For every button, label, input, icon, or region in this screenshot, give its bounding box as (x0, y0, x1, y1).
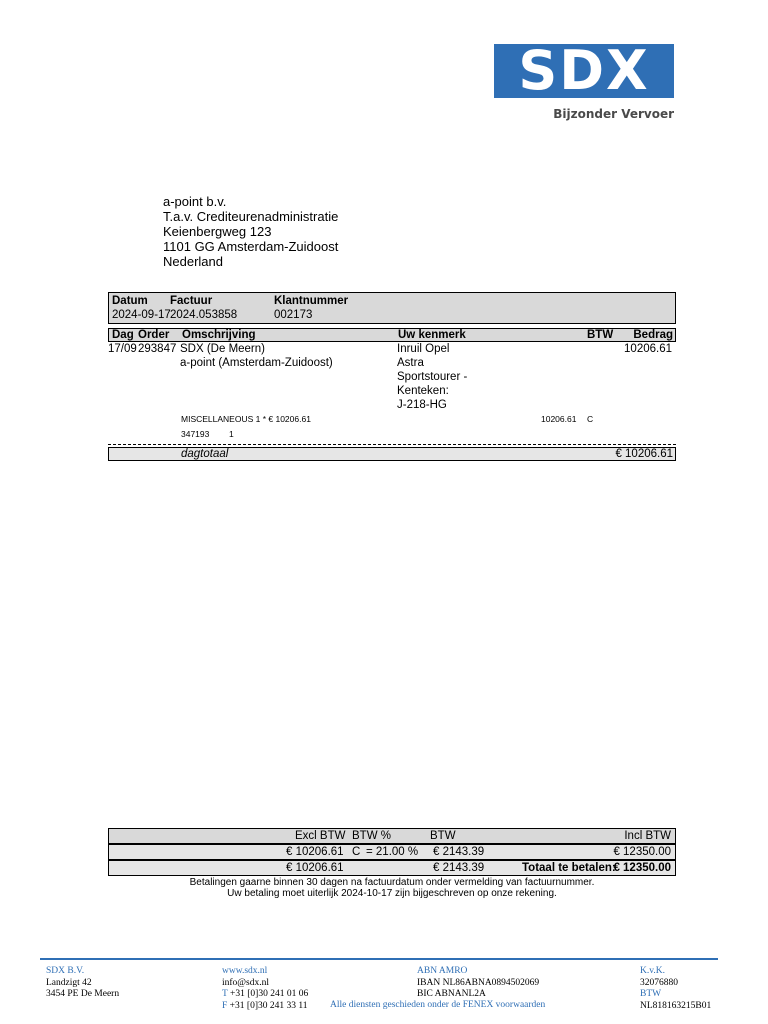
footer-web-link[interactable]: www.sdx.nl (222, 966, 268, 976)
btw-pct-label: BTW % (352, 830, 391, 842)
footer-divider (40, 958, 718, 960)
datum-value: 2024-09-17 (112, 309, 171, 321)
footer-city: 3454 PE De Meern (46, 989, 120, 999)
item-misc: MISCELLANEOUS 1 * € 10206.61 (181, 414, 311, 424)
col-omschrijving: Omschrijving (182, 329, 256, 341)
col-dag: Dag (112, 329, 134, 341)
fax-label: F (222, 1000, 228, 1011)
btw-number-value: NL818163215B01 (640, 1000, 712, 1011)
address-line: Nederland (163, 254, 223, 269)
totals-row (108, 844, 676, 860)
item-kenmerk-line: Kenteken: (397, 385, 449, 397)
footer-iban: IBAN NL86ABNA0894502069 (417, 977, 540, 988)
klantnummer-value: 002173 (274, 309, 313, 321)
btw-number-label: BTW (640, 989, 662, 999)
pay-amount: € 12350.00 (613, 862, 671, 874)
item-kenmerk-line: Sportstourer - (397, 371, 468, 383)
footer-tel: +31 [0]30 241 01 06 (230, 989, 309, 999)
footer-bank (417, 966, 539, 1001)
tel-label: T (222, 989, 228, 999)
day-total-amount: € 10206.61 (615, 448, 673, 460)
kvk-label: K.v.K. (640, 966, 665, 976)
footer-email-link[interactable]: info@sdx.nl (222, 977, 270, 988)
item-misc-amount: 10206.61 (541, 414, 577, 424)
kvk-value: 32076880 (640, 977, 678, 988)
totals-header (108, 828, 676, 844)
btw-code: C (352, 846, 361, 858)
datum-label: Datum (112, 295, 148, 307)
payment-note: Betalingen gaarne binnen 30 dagen na factuurdatum onder vermelding van factuurnummer. (189, 877, 595, 888)
item-order: 293847 (138, 343, 177, 355)
btw-total: € 2143.39 (433, 862, 485, 874)
invoice-info-table (108, 292, 676, 324)
item-kenmerk-line: Inruil Opel (397, 343, 450, 355)
item-misc-btw: C (587, 414, 594, 424)
items-header (108, 328, 676, 342)
totals-summary-row (108, 860, 676, 876)
item-ref: 347193 (181, 429, 210, 439)
footer-company-name: SDX B.V. (46, 966, 85, 976)
incl-btw-label: Incl BTW (624, 830, 671, 842)
footer-bank-name: ABN AMRO (417, 966, 468, 976)
dashed-divider (108, 444, 676, 445)
excl-btw-value: € 10206.61 (286, 846, 344, 858)
excl-btw-total: € 10206.61 (286, 862, 344, 874)
footer-fax: +31 [0]30 241 33 11 (229, 1000, 308, 1011)
footer-company (46, 966, 119, 1001)
btw-label: BTW (430, 830, 456, 842)
klantnummer-label: Klantnummer (274, 295, 349, 307)
address-line: T.a.v. Crediteurenadministratie (163, 209, 339, 224)
day-total-row (108, 447, 676, 461)
col-bedrag: Bedrag (633, 329, 673, 341)
factuur-value: 2024.053858 (170, 309, 238, 321)
item-dag: 17/09 (108, 343, 137, 355)
logo-text: SDX (518, 39, 650, 102)
footer-registration (640, 966, 711, 1012)
footer-bic: BIC ABNANL2A (417, 989, 486, 999)
pay-label: Totaal te betalen: (522, 862, 616, 874)
col-order: Order (138, 329, 170, 341)
btw-value: € 2143.39 (433, 846, 485, 858)
item-kenmerk-line: Astra (397, 357, 424, 369)
excl-btw-label: Excl BTW (295, 830, 346, 842)
item-kenmerk-line: J-218-HG (397, 399, 447, 411)
incl-btw-value: € 12350.00 (613, 846, 671, 858)
company-logo (494, 39, 674, 124)
day-total-label: dagtotaal (181, 448, 229, 460)
footer-contact (222, 966, 308, 1012)
item-omschrijving-2: a-point (Amsterdam-Zuidoost) (180, 357, 333, 369)
footer-street: Landzigt 42 (46, 977, 92, 988)
col-btw: BTW (587, 329, 614, 341)
address-line: Keienbergweg 123 (163, 224, 272, 239)
recipient-address (163, 194, 338, 269)
logo-subtitle: Bijzonder Vervoer (553, 107, 674, 121)
logo-box (494, 39, 674, 102)
payment-deadline-note: Uw betaling moet uiterlijk 2024-10-17 zijn bijgeschreven op onze rekening. (227, 888, 557, 899)
footer-fenex: Alle diensten geschieden onder de FENEX voorwaarden (330, 1000, 546, 1010)
item-omschrijving-1: SDX (De Meern) (180, 343, 265, 355)
col-kenmerk: Uw kenmerk (398, 329, 466, 341)
address-line: a-point b.v. (163, 194, 227, 209)
btw-pct-value: = 21.00 % (366, 846, 419, 858)
factuur-label: Factuur (170, 295, 213, 307)
item-ref-qty: 1 (229, 429, 234, 439)
item-bedrag: 10206.61 (624, 343, 672, 355)
address-line: 1101 GG Amsterdam-Zuidoost (163, 239, 339, 254)
